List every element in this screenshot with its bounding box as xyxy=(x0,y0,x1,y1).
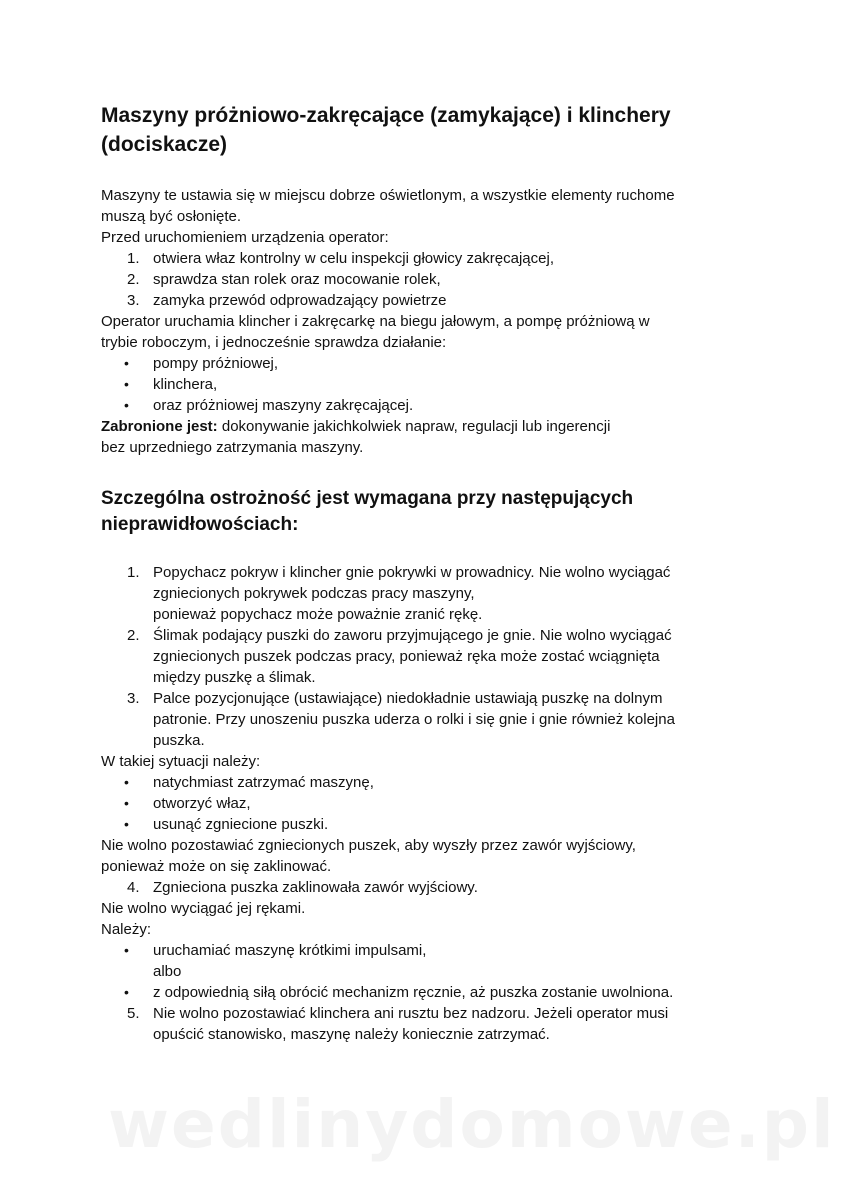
list-number: 1. xyxy=(127,250,140,267)
list-item-line: Nie wolno pozostawiać klinchera ani rusztu bez nadzoru. Jeżeli operator musi xyxy=(153,1005,669,1022)
not-leave-line-2: ponieważ może on się zaklinować. xyxy=(101,858,332,875)
list-item-line: Popychacz pokryw i klincher gnie pokrywki w prowadnicy. Nie wolno wyciągać xyxy=(153,564,671,581)
list-item xyxy=(101,814,761,835)
forbidden-line-2: bez uprzedniego zatrzymania maszyny. xyxy=(101,439,364,456)
forbidden-text: dokonywanie jakichkolwiek napraw, regulacji lub ingerencji xyxy=(217,418,611,435)
intro-line-1: Maszyny te ustawia się w miejscu dobrze oświetlonym, a wszystkie elementy ruchome xyxy=(101,187,675,204)
situation-label: W takiej sytuacji należy: xyxy=(101,753,261,770)
bullet-icon: • xyxy=(124,984,129,1000)
bullet-icon: • xyxy=(124,795,129,811)
forbidden-paragraph xyxy=(101,416,761,437)
list-number: 2. xyxy=(127,271,140,288)
list-item xyxy=(101,772,761,793)
list-item xyxy=(101,940,761,982)
list-item xyxy=(101,877,761,898)
bullet-icon: • xyxy=(124,355,129,371)
list-item xyxy=(101,1003,761,1045)
list-number: 3. xyxy=(127,292,140,309)
list-item-line: ponieważ popychacz może poważnie zranić rękę. xyxy=(153,606,483,623)
list-item-text: otworzyć właz, xyxy=(153,795,251,812)
list-item-line: zgniecionych puszek podczas pracy, ponieważ ręka może zostać wciągnięta xyxy=(153,648,660,665)
document-page xyxy=(101,101,761,1045)
list-item-text: usunąć zgniecione puszki. xyxy=(153,816,329,833)
page-title: Maszyny próżniowo-zakręcające (zamykające) i klinchery (dociskacze) xyxy=(101,104,671,156)
bullet-icon: • xyxy=(124,774,129,790)
list-item-text: pompy próżniowej, xyxy=(153,355,279,372)
list-item xyxy=(101,982,761,1003)
list-item xyxy=(101,395,761,416)
list-item-line: puszka. xyxy=(153,732,205,749)
list-item xyxy=(101,625,761,688)
watermark: wedlinydomowe.pl xyxy=(108,1086,836,1163)
list-number: 1. xyxy=(127,564,140,581)
issue4-line-1: Nie wolno wyciągać jej rękami. xyxy=(101,900,306,917)
list-item xyxy=(101,562,761,625)
list-item-line: między puszkę a ślimak. xyxy=(153,669,316,686)
operator-line-1: Operator uruchamia klincher i zakręcarkę na biegu jałowym, a pompę próżniową w xyxy=(101,313,650,330)
list-item-line: patronie. Przy unoszeniu puszka uderza o rolki i się gnie i gnie również kolejna xyxy=(153,711,675,728)
list-item-text: zamyka przewód odprowadzający powietrze xyxy=(153,292,447,309)
list-item-text: sprawdza stan rolek oraz mocowanie rolek, xyxy=(153,271,441,288)
list-item-text: natychmiast zatrzymać maszynę, xyxy=(153,774,374,791)
list-item xyxy=(101,793,761,814)
list-item xyxy=(101,290,761,311)
issue4-line-2: Należy: xyxy=(101,921,152,938)
list-number: 5. xyxy=(127,1005,140,1022)
list-item-text: oraz próżniowej maszyny zakręcającej. xyxy=(153,397,414,414)
list-number: 3. xyxy=(127,690,140,707)
list-item-line: uruchamiać maszynę krótkimi impulsami, xyxy=(153,942,427,959)
forbidden-label: Zabronione jest: xyxy=(101,418,218,435)
list-item-line: Ślimak podający puszki do zaworu przyjmującego je gnie. Nie wolno wyciągać xyxy=(153,627,672,644)
list-item-line: z odpowiednią siłą obrócić mechanizm ręcznie, aż puszka zostanie uwolniona. xyxy=(153,984,674,1001)
bullet-icon: • xyxy=(124,397,129,413)
bullet-icon: • xyxy=(124,376,129,392)
list-item xyxy=(101,269,761,290)
list-item-line: zgniecionych pokrywek podczas pracy maszyny, xyxy=(153,585,475,602)
list-item-text: klinchera, xyxy=(153,376,218,393)
operator-line-2: trybie roboczym, i jednocześnie sprawdza działanie: xyxy=(101,334,447,351)
section-heading: Szczególna ostrożność jest wymagana przy następujących nieprawidłowościach: xyxy=(101,488,634,535)
list-item xyxy=(101,248,761,269)
bullet-icon: • xyxy=(124,816,129,832)
list-item xyxy=(101,353,761,374)
list-number: 2. xyxy=(127,627,140,644)
bullet-icon: • xyxy=(124,942,129,958)
list-item-line: opuścić stanowisko, maszynę należy koniecznie zatrzymać. xyxy=(153,1026,550,1043)
list-number: 4. xyxy=(127,879,140,896)
list-item xyxy=(101,374,761,395)
intro-line-3: Przed uruchomieniem urządzenia operator: xyxy=(101,229,389,246)
intro-line-2: muszą być osłonięte. xyxy=(101,208,242,225)
list-item xyxy=(101,688,761,751)
not-leave-line-1: Nie wolno pozostawiać zgniecionych puszek, aby wyszły przez zawór wyjściowy, xyxy=(101,837,636,854)
list-item-text: Zgnieciona puszka zaklinowała zawór wyjściowy. xyxy=(153,879,478,896)
list-item-line: albo xyxy=(153,963,182,980)
list-item-line: Palce pozycjonujące (ustawiające) niedokładnie ustawiają puszkę na dolnym xyxy=(153,690,663,707)
list-item-text: otwiera właz kontrolny w celu inspekcji głowicy zakręcającej, xyxy=(153,250,554,267)
